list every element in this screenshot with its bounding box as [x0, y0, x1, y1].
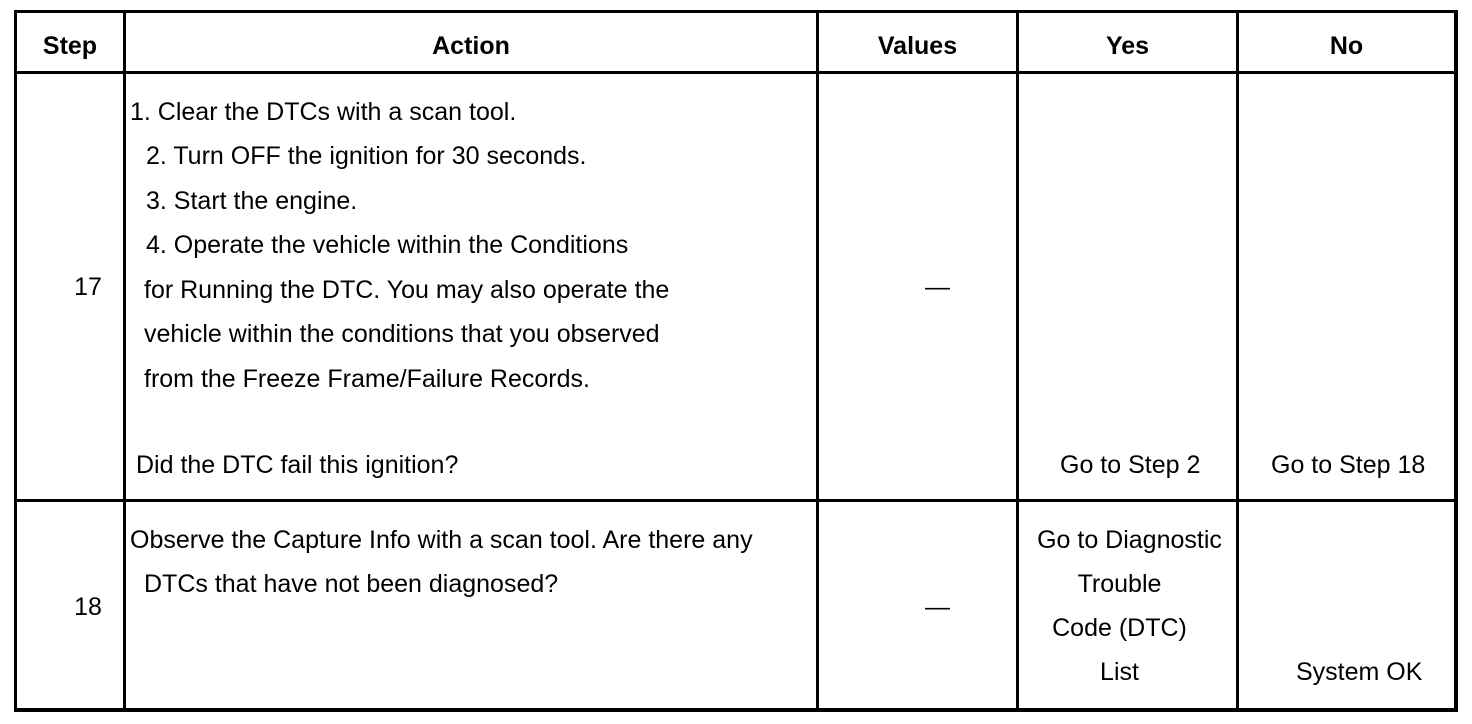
table-border-bottom [14, 708, 1458, 712]
header-step: Step [42, 32, 98, 60]
action-line: 2. Turn OFF the ignition for 30 seconds. [146, 142, 587, 170]
action-line: 4. Operate the vehicle within the Conditions [146, 231, 629, 259]
header-divider [14, 71, 1458, 74]
action-line: 1. Clear the DTCs with a scan tool. [130, 98, 517, 126]
column-divider-yes [1236, 10, 1239, 712]
yes-target-line: Code (DTC) [1052, 614, 1187, 642]
header-yes: Yes [1105, 32, 1150, 60]
table-border-right [1454, 10, 1458, 712]
header-no: No [1329, 32, 1364, 60]
action-line: vehicle within the conditions that you observed [144, 320, 660, 348]
values-dash: — [925, 273, 950, 301]
action-line: DTCs that have not been diagnosed? [144, 570, 559, 598]
action-line: 3. Start the engine. [146, 187, 358, 215]
header-action: Action [432, 32, 510, 60]
no-target: System OK [1296, 658, 1423, 686]
action-line: from the Freeze Frame/Failure Records. [144, 365, 590, 393]
header-values: Values [877, 32, 958, 60]
yes-target: Go to Step 2 [1060, 451, 1201, 479]
diagnostic-table [14, 10, 1458, 712]
yes-target-line: Go to Diagnostic [1037, 526, 1222, 554]
action-line: Observe the Capture Info with a scan tool. Are there any [130, 526, 753, 554]
action-question: Did the DTC fail this ignition? [136, 451, 459, 479]
yes-target-line: List [1100, 658, 1139, 686]
row-divider [14, 499, 1458, 502]
column-divider-step [123, 10, 126, 712]
action-line: for Running the DTC. You may also operate the [144, 276, 670, 304]
no-target: Go to Step 18 [1271, 451, 1426, 479]
values-dash: — [925, 593, 950, 621]
step-number-18: 18 [74, 593, 102, 621]
table-border-top [14, 10, 1458, 13]
step-number-17: 17 [74, 273, 102, 301]
yes-target-line: Trouble [1077, 570, 1162, 598]
table-border-left [14, 10, 17, 712]
